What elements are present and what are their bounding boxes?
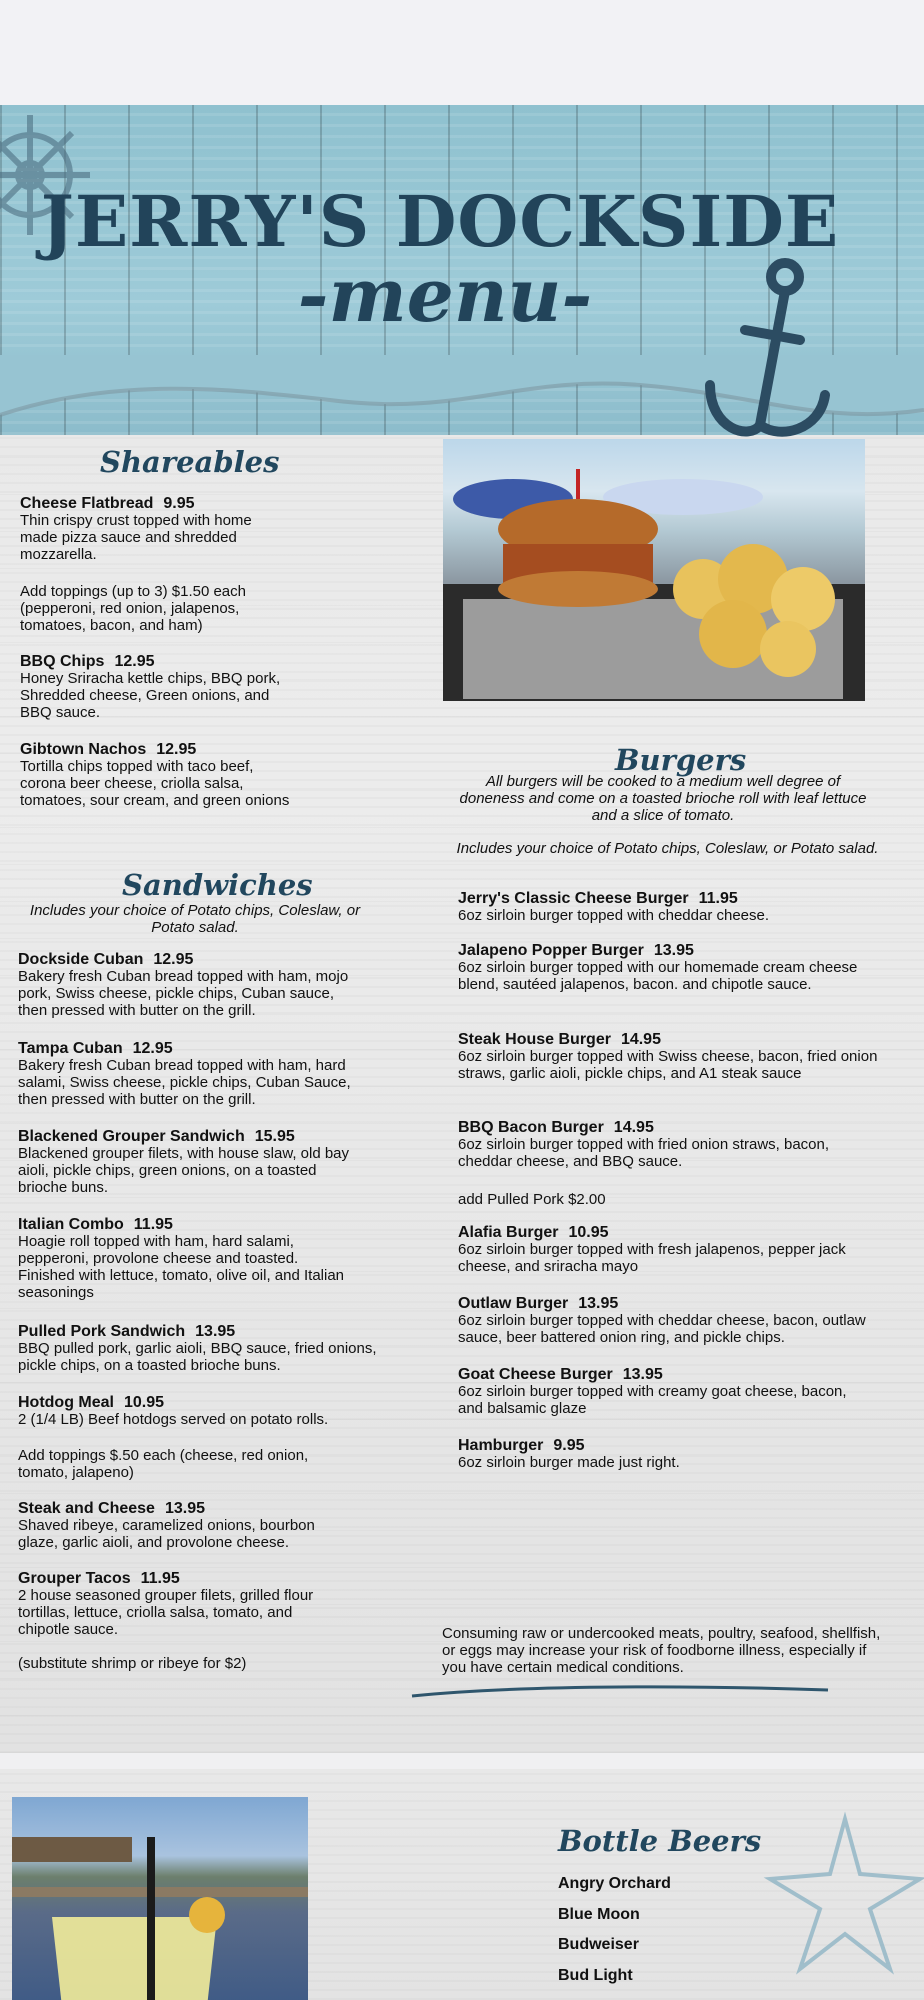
item-desc: Shaved ribeye, caramelized onions, bourbon glaze, garlic aioli, and provolone cheese. xyxy=(18,1517,315,1551)
item-price: 12.95 xyxy=(156,741,197,758)
item-desc: 2 (1/4 LB) Beef hotdogs served on potato rolls. xyxy=(18,1411,329,1428)
item-price: 14.95 xyxy=(620,1031,661,1048)
starfish-icon xyxy=(760,1809,924,1979)
item-price: 13.95 xyxy=(622,1366,663,1383)
item-name: Alafia Burger xyxy=(458,1224,559,1241)
item-price: 11.95 xyxy=(698,890,738,907)
beer-item-blue-moon: Blue Moon xyxy=(558,1906,640,1923)
menu-item-bbq-bacon-burger xyxy=(458,1119,878,1170)
item-desc: Bakery fresh Cuban bread topped with ham, hard salami, Swiss cheese, pickle chips, Cuban Sauce, then pressed with butter on the grill. xyxy=(18,1057,351,1108)
anchor-icon xyxy=(690,255,840,455)
menu-item-pulled-pork-sandwich xyxy=(18,1323,378,1374)
menu-page-2 xyxy=(0,1769,924,2000)
item-desc: BBQ pulled pork, garlic aioli, BBQ sauce, fried onions, pickle chips, on a toasted brioche buns. xyxy=(18,1340,377,1374)
item-name: Grouper Tacos xyxy=(18,1570,131,1587)
item-price: 13.95 xyxy=(164,1500,205,1517)
item-price: 12.95 xyxy=(114,653,155,670)
item-name: Pulled Pork Sandwich xyxy=(18,1323,186,1340)
menu-item-tampa-cuban xyxy=(18,1040,363,1108)
beer-item-bud-light: Bud Light xyxy=(558,1967,633,1984)
burger-photo-art xyxy=(443,439,865,701)
page-separator xyxy=(0,1753,924,1769)
item-desc: Tortilla chips topped with taco beef, corona beer cheese, criolla salsa, tomatoes, sour cream, and green onions xyxy=(20,758,290,809)
item-desc: Bakery fresh Cuban bread topped with ham, mojo pork, Swiss cheese, pickle chips, Cuban sauce, then pressed with butter on the grill. xyxy=(18,968,349,1019)
item-price: 12.95 xyxy=(132,1040,173,1057)
item-price: 14.95 xyxy=(613,1119,654,1136)
item-name: BBQ Chips xyxy=(20,653,105,670)
item-desc: 6oz sirloin burger topped with creamy goat cheese, bacon, and balsamic glaze xyxy=(458,1383,847,1417)
item-price: 11.95 xyxy=(140,1570,180,1587)
item-price: 12.95 xyxy=(153,951,194,968)
item-name: Outlaw Burger xyxy=(458,1295,569,1312)
drink-photo xyxy=(12,1797,308,2000)
menu-item-steak-house-burger xyxy=(458,1031,878,1082)
item-name: Blackened Grouper Sandwich xyxy=(18,1128,245,1145)
item-desc: 6oz sirloin burger topped with Swiss cheese, bacon, fried onion straws, garlic aioli, pickle chips, and A1 steak sauce xyxy=(458,1048,878,1082)
item-name: Jalapeno Popper Burger xyxy=(458,942,644,959)
item-desc: 6oz sirloin burger topped with cheddar cheese. xyxy=(458,907,770,924)
item-price: 13.95 xyxy=(195,1323,236,1340)
item-name: Hamburger xyxy=(458,1437,544,1454)
menu-item-hotdog-meal xyxy=(18,1394,378,1428)
item-desc: Honey Sriracha kettle chips, BBQ pork, Shredded cheese, Green onions, and BBQ sauce. xyxy=(20,670,281,721)
item-price: 13.95 xyxy=(578,1295,619,1312)
menu-item-italian-combo xyxy=(18,1216,348,1301)
item-price: 9.95 xyxy=(553,1437,585,1454)
menu-page-1 xyxy=(0,105,924,1753)
item-name: Italian Combo xyxy=(18,1216,124,1233)
menu-item-steak-and-cheese xyxy=(18,1500,348,1551)
item-desc: 6oz sirloin burger made just right. xyxy=(458,1454,680,1471)
item-desc: 6oz sirloin burger topped with our homemade cream cheese blend, sautéed jalapenos, bacon. and chipotle sauce. xyxy=(458,959,858,993)
menu-item-goat-cheese-burger xyxy=(458,1366,858,1417)
menu-item-grouper-tacos xyxy=(18,1570,348,1638)
item-desc: Blackened grouper filets, with house slaw, old bay aioli, pickle chips, green onions, on a toasted brioche buns. xyxy=(18,1145,350,1196)
beer-item-angry-orchard: Angry Orchard xyxy=(558,1875,671,1892)
menu-item-alafia-burger xyxy=(458,1224,878,1275)
item-desc: Thin crispy crust topped with home made pizza sauce and shredded mozzarella. xyxy=(20,512,252,563)
pulled-pork-addon-note: add Pulled Pork $2.00 xyxy=(458,1191,606,1208)
item-desc: 2 house seasoned grouper filets, grilled flour tortillas, lettuce, criolla salsa, tomato, and chipotle sauce. xyxy=(18,1587,314,1638)
item-desc: 6oz sirloin burger topped with fresh jalapenos, pepper jack cheese, and sriracha mayo xyxy=(458,1241,846,1275)
item-price: 10.95 xyxy=(568,1224,609,1241)
item-price: 15.95 xyxy=(254,1128,295,1145)
item-name: Tampa Cuban xyxy=(18,1040,123,1057)
drink-photo-art xyxy=(12,1797,308,2000)
menu-item-bbq-chips xyxy=(20,653,305,721)
hotdog-toppings-note: Add toppings $.50 each (cheese, red onion, tomato, jalapeno) xyxy=(18,1447,309,1481)
bottle-beers-title: Bottle Beers xyxy=(558,1824,762,1858)
item-price: 13.95 xyxy=(653,942,694,959)
top-blank-area xyxy=(0,0,924,105)
item-desc: Hoagie roll topped with ham, hard salami, pepperoni, provolone cheese and toasted. Finished with lettuce, tomato, olive oil, and Italian seasonings xyxy=(18,1233,345,1301)
item-name: BBQ Bacon Burger xyxy=(458,1119,604,1136)
item-price: 9.95 xyxy=(163,495,195,512)
item-desc: 6oz sirloin burger topped with cheddar cheese, bacon, outlaw sauce, beer battered onion ring, and pickle chips. xyxy=(458,1312,866,1346)
sandwiches-subtitle: Includes your choice of Potato chips, Coleslaw, or Potato salad. xyxy=(29,902,361,936)
item-name: Dockside Cuban xyxy=(18,951,144,968)
menu-item-outlaw-burger xyxy=(458,1295,898,1346)
item-name: Steak and Cheese xyxy=(18,1500,155,1517)
menu-item-cheese-flatbread xyxy=(20,495,290,563)
item-name: Cheese Flatbread xyxy=(20,495,154,512)
burgers-title: Burgers xyxy=(615,743,747,777)
shareables-title: Shareables xyxy=(100,445,280,479)
item-desc: 6oz sirloin burger topped with fried onion straws, bacon, cheddar cheese, and BBQ sauce. xyxy=(458,1136,830,1170)
item-name: Hotdog Meal xyxy=(18,1394,114,1411)
burger-photo xyxy=(443,439,865,701)
item-name: Gibtown Nachos xyxy=(20,741,147,758)
burgers-subtitle: All burgers will be cooked to a medium well degree of doneness and come on a toasted brioche roll with leaf lettuce and a slice of tomato. xyxy=(459,773,867,824)
sandwiches-title: Sandwiches xyxy=(122,868,313,902)
item-name: Steak House Burger xyxy=(458,1031,611,1048)
decorative-swoosh xyxy=(410,1682,830,1702)
burgers-sides-note: Includes your choice of Potato chips, Coleslaw, or Potato salad. xyxy=(456,840,879,857)
item-name: Jerry's Classic Cheese Burger xyxy=(458,890,689,907)
menu-item-dockside-cuban xyxy=(18,951,363,1019)
restaurant-title: JERRY'S DOCKSIDE xyxy=(40,180,840,263)
menu-item-jalapeno-popper-burger xyxy=(458,942,873,993)
flatbread-toppings-note: Add toppings (up to 3) $1.50 each (pepperoni, red onion, jalapenos, tomatoes, bacon, and ham) xyxy=(20,583,246,634)
item-price: 11.95 xyxy=(133,1216,173,1233)
item-name: Goat Cheese Burger xyxy=(458,1366,613,1383)
item-price: 10.95 xyxy=(124,1394,165,1411)
menu-subtitle: -menu- xyxy=(297,253,593,339)
tacos-substitute-note: (substitute shrimp or ribeye for $2) xyxy=(18,1655,247,1672)
menu-item-blackened-grouper xyxy=(18,1128,358,1196)
menu-item-classic-cheese-burger xyxy=(458,890,888,924)
menu-item-hamburger xyxy=(458,1437,858,1471)
menu-item-gibtown-nachos xyxy=(20,741,290,809)
food-safety-disclaimer: Consuming raw or undercooked meats, poultry, seafood, shellfish, or eggs may increase your risk of foodborne illness, especially if you have certain medical conditions. xyxy=(442,1625,881,1676)
beer-item-budweiser: Budweiser xyxy=(558,1936,639,1953)
